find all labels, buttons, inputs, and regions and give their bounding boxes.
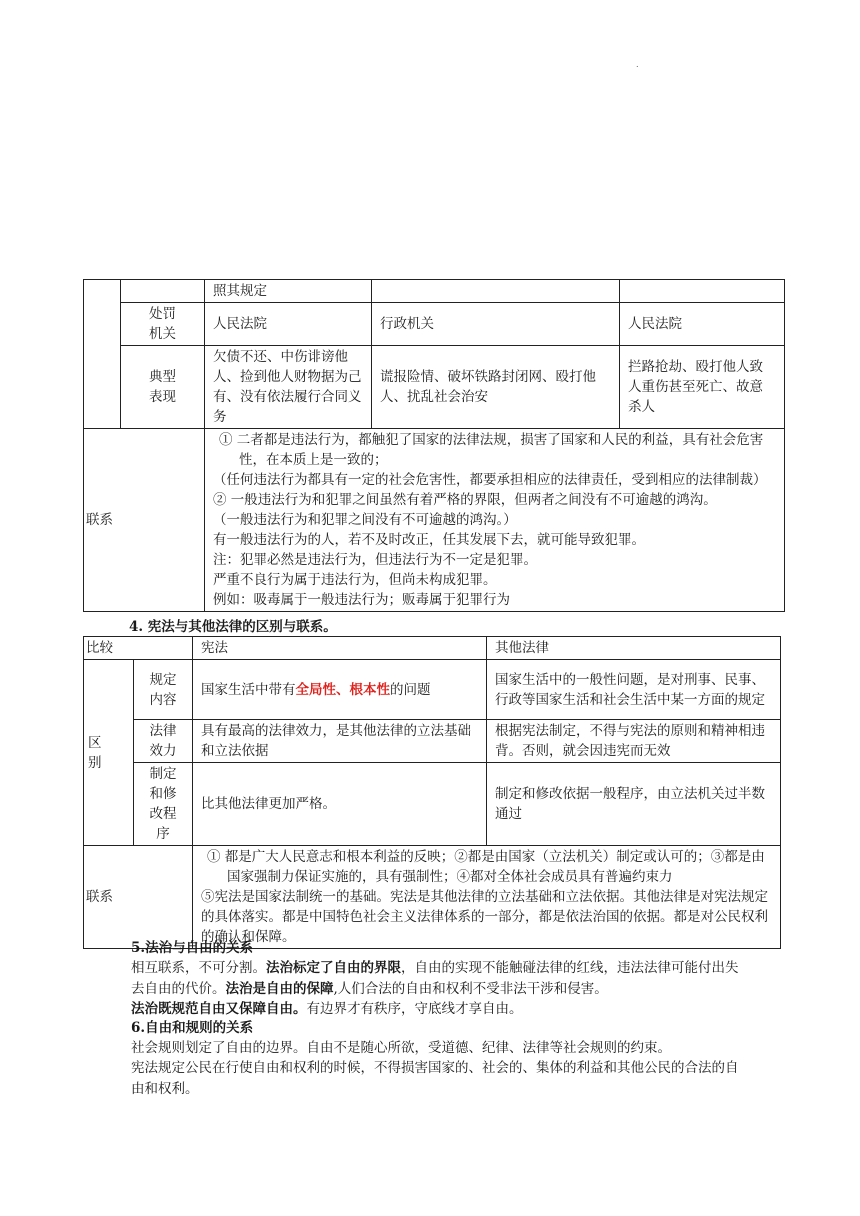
table-cell: 人民法院 — [620, 303, 785, 346]
table-cell: 行政机关 — [372, 303, 620, 346]
bold-text: 法治是自由的保障 — [225, 980, 334, 997]
table-cell — [620, 280, 785, 303]
table-cell — [372, 280, 620, 303]
table-header-row — [84, 637, 781, 660]
connection-line: ① 都是广大人民意志和根本利益的反映；②都是由国家（立法机关）制定或认可的；③都是由国家强制力保证实施的，具有强制性；④都对全体社会成员具有普遍约束力 — [207, 849, 765, 885]
para-text: ，自由的实现不能触碰法律的红线，违法法律可能付出失去自由的代价。 — [131, 960, 739, 997]
row-label: 制定 和修 改程 序 — [134, 763, 193, 846]
offence-comparison-table — [83, 279, 785, 612]
connection-line: 例如：吸毒属于一般违法行为；贩毒属于犯罪行为 — [213, 592, 510, 608]
table-cell: 拦路抢劫、殴打他人致人重伤甚至死亡、故意杀人 — [620, 346, 785, 429]
connection-line: ② 一般违法行为和犯罪之间虽然有着严格的界限，但两者之间没有不可逾越的鸿沟。 — [213, 492, 717, 508]
section-6-paragraph-1: 社会规则划定了自由的边界。自由不是随心所欲，受道德、纪律、法律等社会规则的约束。 — [131, 1040, 671, 1056]
header-cell: 其他法律 — [487, 637, 781, 660]
connection-line: ① 二者都是违法行为，都触犯了国家的法律法规，损害了国家和人民的利益，具有社会危害性，在本质上是一致的； — [219, 432, 764, 468]
cell-text: 国家生活中带有 — [201, 681, 296, 698]
table-cell: 谎报险情、破坏铁路封闭网、殴打他人、扰乱社会治安 — [372, 346, 620, 429]
table-cell: 照其规定 — [205, 280, 372, 303]
connection-label: 联系 — [84, 846, 193, 949]
connection-line: （任何违法行为都具有一定的社会危害性，都要承担相应的法律责任，受到相应的法律制裁） — [213, 472, 767, 488]
connection-line: 注：犯罪必然是违法行为，但违法行为不一定是犯罪。 — [213, 552, 537, 568]
para-text: 有边界才有秩序，守底线才享自由。 — [306, 1001, 523, 1017]
connection-cell — [205, 429, 785, 612]
connection-line: ⑤宪法是国家法制统一的基础。宪法是其他法律的立法基础和立法依据。其他法律是对宪法规定的具体落实。都是中国特色社会主义法律体系的一部分，都是依法治国的依据。都是对公民权利的确认和保障。 — [201, 889, 768, 945]
connection-cell — [193, 846, 781, 949]
header-cell: 比较 — [84, 637, 193, 660]
row-label: 规定 内容 — [134, 660, 193, 720]
section-5-paragraph-1 — [131, 958, 751, 999]
table-row — [84, 346, 785, 429]
constitution-comparison-table — [83, 636, 781, 949]
section-6-title: 6.自由和规则的关系 — [131, 1020, 254, 1036]
table-row — [84, 429, 785, 612]
connection-line: 有一般违法行为的人，若不及时改正，任其发展下去，就可能导致犯罪。 — [213, 532, 645, 548]
connection-label: 联系 — [84, 429, 205, 612]
section-4-title: 4. 宪法与其他法律的区别与联系。 — [129, 619, 337, 635]
para-text: 相互联系，不可分割。 — [131, 960, 266, 976]
row-label: 处罚 机关 — [121, 303, 205, 346]
table-cell: 比其他法律更加严格。 — [193, 763, 487, 846]
bold-text: 法治标定了自由的界限 — [266, 960, 401, 976]
bold-text: 法治既规范自由又保障自由。 — [131, 1001, 307, 1017]
table-cell: 人民法院 — [205, 303, 372, 346]
diff-label: 区 别 — [84, 660, 134, 846]
table-cell: 根据宪法制定，不得与宪法的原则和精神相违背。否则，就会因违宪而无效 — [487, 720, 781, 763]
empty-cell — [121, 280, 205, 303]
table-row — [84, 280, 785, 303]
table-row — [84, 303, 785, 346]
cell-text: 的问题 — [390, 681, 431, 698]
table-cell: 国家生活中的一般性问题，是对刑事、民事、行政等国家生活和社会生活中某一方面的规定 — [487, 660, 781, 720]
section-5-paragraph-2 — [131, 999, 751, 1020]
table-cell: 欠债不还、中伤诽谤他人、捡到他人财物据为己有、没有依法履行合同义务 — [205, 346, 372, 429]
table-cell — [193, 660, 487, 720]
table-row — [84, 660, 781, 720]
table-row — [84, 763, 781, 846]
highlight-text: 全局性、根本性 — [295, 681, 390, 698]
row-label: 典型 表现 — [121, 346, 205, 429]
table-row — [84, 720, 781, 763]
page-dot: . — [636, 60, 639, 69]
connection-line: 严重不良行为属于违法行为，但尚未构成犯罪。 — [213, 572, 497, 588]
row-label: 法律 效力 — [134, 720, 193, 763]
section-6-paragraph-2: 宪法规定公民在行使自由和权利的时候，不得损害国家的、社会的、集体的利益和其他公民的合法的自由和权利。 — [131, 1060, 739, 1097]
empty-cell — [84, 280, 121, 429]
para-text: ,人们合法的自由和权利不受非法干涉和侵害。 — [333, 980, 608, 997]
table-row — [84, 846, 781, 949]
section-5-title: 5.法治与自由的关系 — [131, 940, 254, 956]
connection-line: （一般违法行为和犯罪之间没有不可逾越的鸿沟。） — [213, 512, 517, 528]
table-cell: 具有最高的法律效力，是其他法律的立法基础和立法依据 — [193, 720, 487, 763]
header-cell: 宪法 — [193, 637, 487, 660]
table-cell: 制定和修改依据一般程序，由立法机关过半数通过 — [487, 763, 781, 846]
